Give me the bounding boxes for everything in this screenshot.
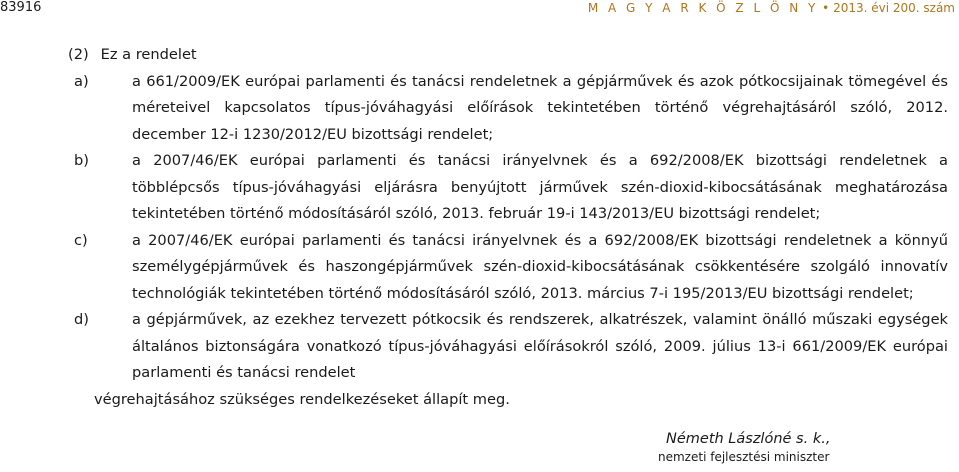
page-header xyxy=(0,0,959,20)
list-item-c xyxy=(68,228,954,308)
closing-text: végrehajtásához szükséges rendelkezéseket állapít meg. xyxy=(94,390,510,408)
page-number: 83916 xyxy=(0,0,42,15)
list-item-b xyxy=(68,148,954,228)
item-text: a 2007/46/EK európai parlamenti és tanácsi irányelvnek és a 692/2008/EK bizottsági rendeletnek a könnyű személygépjárművek és haszongépjárművek szén-dioxid-kibocsátásának csökkentésére szolgáló innovatív technológiák tekintetében történő módosításáról szóló, 2013. március 7-i 195/2013/EU bizottsági rendelet; xyxy=(132,231,948,302)
running-head xyxy=(588,1,955,15)
item-marker: c) xyxy=(74,231,88,249)
item-text: a 661/2009/EK európai parlamenti és tanácsi rendeletnek a gépjárművek és azok pótkocsijainak tömegével és méreteivel kapcsolatos típus-jóváhagyási előírások tekintetében történő végrehajtásáról szóló, 2012. december 12-i 1230/2012/EU bizottsági rendelet; xyxy=(132,72,948,143)
regulation-text xyxy=(68,42,954,413)
item-marker: b) xyxy=(74,152,89,169)
issue-label: • 2013. évi 200. szám xyxy=(822,1,955,15)
paragraph-intro xyxy=(68,42,954,69)
item-text: a 2007/46/EK európai parlamenti és tanácsi irányelvnek és a 692/2008/EK bizottsági rendeletnek a többlépcsős típus-jóváhagyási eljárásra benyújtott járművek szén-dioxid-kibocsátásának meghatározása tekintetében történő módosításáról szóló, 2013. február 19-i 143/2013/EU bizottsági rendelet; xyxy=(132,152,948,222)
signer-name: Németh Lászlóné s. k., xyxy=(666,431,831,447)
paragraph-number: (2) xyxy=(68,46,89,63)
gazette-name: M A G Y A R K Ö Z L Ö N Y xyxy=(587,1,819,15)
signer-title: nemzeti fejlesztési miniszter xyxy=(658,450,830,464)
signature-block xyxy=(658,431,958,464)
intro-text: Ez a rendelet xyxy=(100,46,197,63)
item-marker: a) xyxy=(74,72,89,90)
item-text: a gépjárművek, az ezekhez tervezett pótkocsik és rendszerek, alkatrészek, valamint önálló műszaki egységek általános biztonságára vonatkozó típus-jóváhagyási előírásokról szóló, 2009. július 13-i 661/2009/EK európai parlamenti és tanácsi rendelet xyxy=(132,311,948,381)
list-item-d xyxy=(68,307,954,387)
item-marker: d) xyxy=(74,311,89,328)
list-item-a xyxy=(68,69,954,149)
